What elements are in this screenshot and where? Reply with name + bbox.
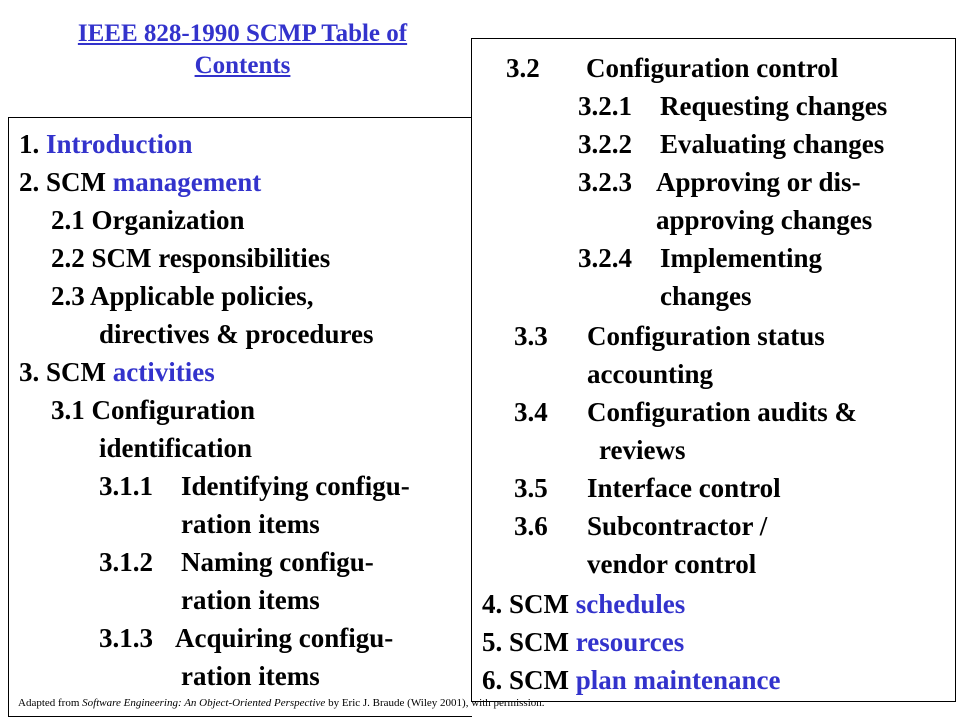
toc-item-3-3-cont: accounting — [587, 359, 714, 389]
toc-item-2-label: management — [112, 167, 262, 197]
toc-item-3-1-3-text: Acquiring configu- — [175, 623, 394, 653]
toc-item-3-4: 3.4 — [514, 397, 548, 427]
toc-item-3-2-3-cont: approving changes — [656, 205, 873, 235]
toc-item-3-1-1-cont: ration items — [181, 509, 320, 539]
toc-item-6: 6. SCM plan maintenance — [482, 665, 781, 695]
toc-item-2-1: 2.1 Organization — [51, 205, 245, 235]
toc-item-3-2-4: 3.2.4 — [578, 243, 632, 273]
toc-item-3-2-3: 3.2.3 — [578, 167, 632, 197]
toc-item-3-2-1-text: Requesting changes — [660, 91, 888, 121]
toc-item-3-1-cont: identification — [99, 433, 252, 463]
toc-item-5-label: resources — [575, 627, 685, 657]
toc-item-3-2-3-text: Approving or dis- — [656, 167, 861, 197]
toc-item-1: 1. Introduction — [19, 129, 193, 159]
toc-item-3-1-3: 3.1.3 — [99, 623, 153, 653]
toc-item-3-2: 3.2 — [506, 53, 540, 83]
toc-item-2: 2. SCM management — [19, 167, 262, 197]
toc-item-3-3: 3.3 — [514, 321, 548, 351]
toc-item-3-2-2: 3.2.2 — [578, 129, 632, 159]
toc-item-3-4-text: Configuration audits & — [587, 397, 858, 427]
toc-item-3-6: 3.6 — [514, 511, 548, 541]
toc-item-3-2-1: 3.2.1 — [578, 91, 632, 121]
toc-item-5: 5. SCM resources — [482, 627, 685, 657]
toc-item-3-1-2-cont: ration items — [181, 585, 320, 615]
toc-item-3-2-text: Configuration control — [586, 53, 839, 83]
toc-item-3-label: activities — [112, 357, 215, 387]
toc-item-3-2-4-text: Implementing — [660, 243, 822, 273]
toc-item-3-3-text: Configuration status — [587, 321, 825, 351]
toc-item-3-6-cont: vendor control — [587, 549, 757, 579]
toc-item-2-2: 2.2 SCM responsibilities — [51, 243, 331, 273]
toc-item-3-1-2-text: Naming configu- — [181, 547, 374, 577]
toc-item-6-label: plan maintenance — [575, 665, 781, 695]
toc-item-3: 3. SCM activities — [19, 357, 215, 387]
toc-item-3-2-2-text: Evaluating changes — [660, 129, 885, 159]
toc-item-2-3-cont: directives & procedures — [99, 319, 374, 349]
attribution-footer: Adapted from Software Engineering: An Object-Oriented Perspective by Eric J. Braude (Wiley 2001), with permission. — [18, 697, 545, 709]
toc-item-4: 4. SCM schedules — [482, 589, 686, 619]
left-toc-box — [8, 117, 472, 717]
toc-item-3-1-1-text: Identifying configu- — [181, 471, 410, 501]
toc-item-3-4-cont: reviews — [599, 435, 686, 465]
right-toc-box — [471, 38, 956, 702]
toc-item-3-1-2: 3.1.2 — [99, 547, 153, 577]
toc-item-3-6-text: Subcontractor / — [587, 511, 768, 541]
toc-item-3-1-1: 3.1.1 — [99, 471, 153, 501]
title-line-2: Contents — [194, 52, 291, 79]
toc-item-3-5: 3.5 — [514, 473, 548, 503]
toc-item-3-2-4-cont: changes — [660, 281, 752, 311]
toc-item-4-label: schedules — [575, 589, 686, 619]
toc-item-3-1: 3.1 Configuration — [51, 395, 256, 425]
page-title — [20, 18, 465, 82]
title-line-1: IEEE 828-1990 SCMP Table of — [77, 20, 408, 47]
toc-item-3-1-3-cont: ration items — [181, 661, 320, 691]
book-title: Software Engineering: An Object-Oriented Perspective — [82, 697, 326, 709]
toc-item-1-label: Introduction — [46, 129, 193, 159]
toc-item-2-3: 2.3 Applicable policies, — [51, 281, 314, 311]
toc-item-3-5-text: Interface control — [587, 473, 781, 503]
